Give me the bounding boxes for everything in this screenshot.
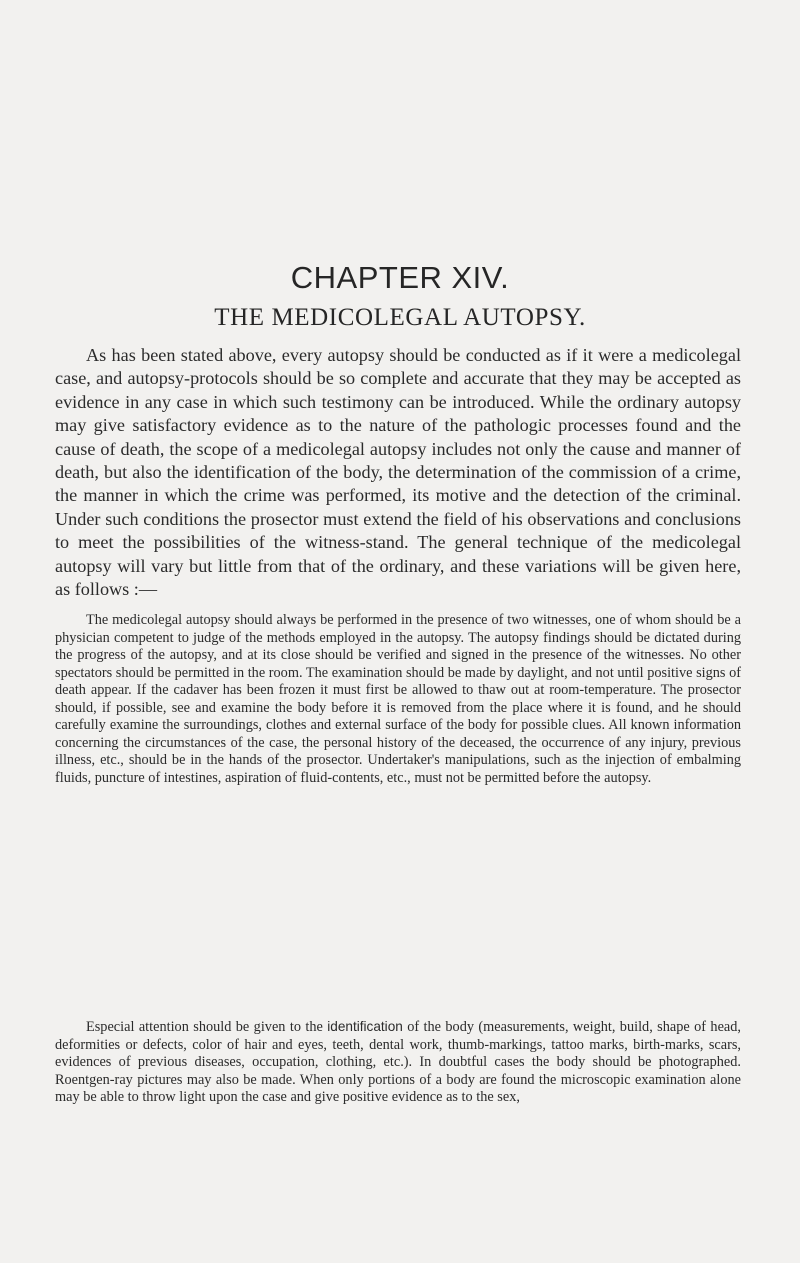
body-paragraph-procedure: The medicolegal autopsy should always be performed in the presence of two witnesses, one of whom should be a physician competent to judge of the methods employed in the autopsy. The autopsy findings should be dictated during the progress of the autopsy, and at its close should be verified and signed in the presence of the witnesses. No other spectators should be permitted in the room. The examination should be made by daylight, and not until positive signs of death appear. If the cadaver has been frozen it must first be allowed to thaw out at room-temperature. The prosector should, if possible, see and examine the body before it is removed from the place where it is found, and he should carefully examine the surroundings, clothes and external surface of the body for possible clues. All known information concerning the circumstances of the case, the personal history of the deceased, the occurrence of any injury, previous illness, etc., should be in the hands of the prosector. Undertaker's manipulations, such as the injection of embalming fluids, puncture of intestines, aspiration of fluid-contents, etc., must not be permitted before the autopsy. [55,612,741,786]
chapter-heading: CHAPTER XIV. [290,260,510,295]
paragraph-text-before: Especial attention should be given to the [86,1019,328,1035]
chapter-title: THE MEDICOLEGAL AUTOPSY. [214,304,586,331]
emphasized-term: identification [327,1019,403,1034]
body-paragraph-identification [55,1018,741,1107]
paragraph-text-after: of the body (measurements, weight, build, shape of head, deformities or defects, color of hair and eyes, teeth, dental work, thumb-markings, tattoo marks, birth-marks, scars, evidences of previous diseases, occupation, clothing, etc.). In doubtful cases the body should be photographed. Roentgen-ray pictures may also be made. When only portions of a body are found the microscopic examination alone may be able to throw light upon the case and give positive evidence as to the sex, [55,1019,741,1106]
intro-paragraph: As has been stated above, every autopsy should be conducted as if it were a medicolegal case, and autopsy-protocols should be so complete and accurate that they may be accepted as evidence in any case in which such testimony can be introduced. While the ordinary autopsy may give satisfactory evidence as to the nature of the pathologic processes found and the cause of death, the scope of a medicolegal autopsy includes not only the cause and manner of death, but also the identification of the body, the determination of the commission of a crime, the manner in which the crime was performed, its motive and the detection of the criminal. Under such conditions the prosector must extend the field of his observations and conclusions to meet the possibilities of the witness-stand. The general technique of the medicolegal autopsy will vary but little from that of the ordinary, and these variations will be given here, as follows :— [55,345,741,600]
